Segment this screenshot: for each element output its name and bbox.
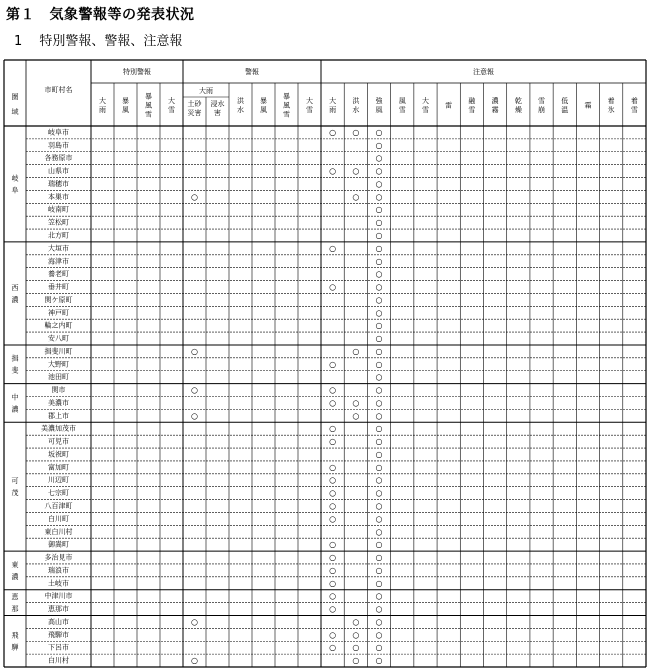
region-label: 西濃: [11, 283, 19, 304]
col-header-23: 着雪: [630, 96, 638, 114]
col-header-0: 大雨: [99, 96, 106, 114]
col-header-11: 洪水: [352, 96, 360, 114]
issued-mark: ○: [375, 643, 383, 653]
col-header-22: 着氷: [607, 96, 615, 114]
issued-mark: ○: [375, 578, 383, 588]
city-name: 東白川村: [44, 527, 73, 536]
region-label: 飛騨: [11, 631, 19, 652]
issued-mark: ○: [375, 359, 383, 369]
city-name: 美濃加茂市: [41, 424, 76, 433]
city-name: 御嵩町: [48, 540, 69, 549]
issued-mark: ○: [375, 591, 383, 601]
city-name: 関市: [51, 386, 66, 395]
issued-mark: ○: [329, 398, 337, 408]
section-subheading: 1 特別警報、警報、注意報: [14, 34, 183, 49]
city-name: 池田町: [48, 373, 69, 382]
issued-mark: ○: [375, 617, 383, 627]
col-header-13: 風雪: [398, 96, 406, 114]
city-name: 山県市: [48, 167, 69, 176]
city-name: 海津市: [48, 257, 69, 266]
issued-mark: ○: [329, 127, 337, 137]
region-label: 中濃: [11, 393, 19, 414]
issued-mark: ○: [375, 230, 383, 240]
issued-mark: ○: [329, 514, 337, 524]
city-name: 関ケ原町: [44, 295, 73, 304]
issued-mark: ○: [375, 334, 383, 344]
issued-mark: ○: [352, 192, 360, 202]
city-name: 多治見市: [44, 553, 73, 562]
issued-mark: ○: [375, 321, 383, 331]
issued-mark: ○: [191, 385, 198, 395]
issued-mark: ○: [375, 449, 383, 459]
city-name: 七宗町: [48, 489, 69, 498]
issued-mark: ○: [375, 256, 383, 266]
col-header-16: 融雪: [468, 96, 476, 114]
city-name: 羽島市: [48, 141, 69, 150]
issued-mark: ○: [352, 398, 360, 408]
city-name: 瑞浪市: [48, 566, 69, 575]
issued-mark: ○: [329, 359, 337, 369]
city-name: 大垣市: [48, 244, 69, 253]
issued-mark: ○: [329, 604, 337, 614]
col-header-19: 雪崩: [538, 96, 546, 114]
issued-mark: ○: [329, 282, 337, 292]
group-header-warning: 警報: [245, 68, 259, 76]
issued-mark: ○: [329, 591, 337, 601]
col-header-9: 大雪: [306, 96, 313, 114]
city-header: 市町村名: [44, 86, 73, 94]
city-name: 八百津町: [44, 501, 73, 510]
city-name: 本巣市: [48, 192, 69, 201]
col-header-15: 雷: [445, 101, 453, 110]
city-name: 各務原市: [44, 154, 73, 163]
issued-mark: ○: [329, 488, 337, 498]
issued-mark: ○: [375, 346, 383, 356]
region-label: 東濃: [11, 560, 19, 581]
city-name: 安八町: [48, 334, 69, 343]
city-name: 大野町: [48, 360, 69, 369]
issued-mark: ○: [329, 553, 337, 563]
issued-mark: ○: [191, 192, 198, 202]
col-header-7: 暴風: [260, 96, 267, 114]
issued-mark: ○: [375, 630, 383, 640]
group-header-advisory: 注意報: [473, 68, 494, 76]
issued-mark: ○: [375, 140, 383, 150]
issued-mark: ○: [375, 269, 383, 279]
city-name: 岐南町: [48, 205, 69, 214]
issued-mark: ○: [352, 630, 360, 640]
city-name: 恵那市: [48, 605, 69, 614]
issued-mark: ○: [352, 127, 360, 137]
city-name: 瑞穂市: [48, 179, 69, 188]
col-header-6: 洪水: [237, 96, 244, 114]
issued-mark: ○: [375, 385, 383, 395]
issued-mark: ○: [375, 540, 383, 550]
issued-mark: ○: [329, 243, 337, 253]
issued-mark: ○: [375, 553, 383, 563]
issued-mark: ○: [375, 282, 383, 292]
issued-mark: ○: [375, 218, 383, 228]
city-name: 富加町: [48, 463, 69, 472]
city-name: 垂井町: [48, 283, 69, 292]
issued-mark: ○: [375, 604, 383, 614]
issued-mark: ○: [375, 398, 383, 408]
issued-mark: ○: [375, 656, 383, 666]
issued-mark: ○: [329, 540, 337, 550]
issued-mark: ○: [375, 243, 383, 253]
issued-mark: ○: [375, 462, 383, 472]
city-name: 川辺町: [48, 476, 69, 485]
issued-mark: ○: [352, 656, 360, 666]
issued-mark: ○: [352, 643, 360, 653]
issued-mark: ○: [375, 127, 383, 137]
city-name: 高山市: [48, 617, 69, 626]
city-name: 神戸町: [48, 308, 69, 317]
city-name: 岐阜市: [48, 128, 69, 137]
city-name: 飛騨市: [48, 630, 69, 639]
issued-mark: ○: [375, 514, 383, 524]
issued-mark: ○: [329, 437, 337, 447]
col-header-4: 土砂災害: [187, 99, 202, 117]
issued-mark: ○: [375, 179, 383, 189]
issued-mark: ○: [329, 475, 337, 485]
region-label: 可茂: [11, 477, 19, 498]
col-header-21: 霜: [584, 101, 592, 110]
issued-mark: ○: [191, 617, 198, 627]
issued-mark: ○: [375, 488, 383, 498]
issued-mark: ○: [352, 346, 360, 356]
col-header-18: 乾燥: [514, 96, 522, 114]
region-label: 恵那: [11, 593, 19, 614]
issued-mark: ○: [375, 424, 383, 434]
region-label: 岐阜: [11, 174, 19, 195]
issued-mark: ○: [329, 166, 337, 176]
issued-mark: ○: [329, 578, 337, 588]
area-header: 圏域: [11, 92, 19, 116]
col-header-14: 大雪: [421, 96, 429, 114]
section-heading: 第１ 気象警報等の発表状況: [6, 7, 195, 23]
issued-mark: ○: [352, 166, 360, 176]
issued-mark: ○: [191, 346, 198, 356]
city-name: 坂祝町: [48, 450, 69, 459]
col-header-5: 浸水害: [210, 99, 225, 117]
city-name: 養老町: [48, 270, 69, 279]
issued-mark: ○: [191, 656, 198, 666]
issued-mark: ○: [375, 295, 383, 305]
issued-mark: ○: [375, 437, 383, 447]
city-name: 白川村: [48, 656, 69, 665]
issued-mark: ○: [191, 411, 198, 421]
issued-mark: ○: [352, 411, 360, 421]
issued-mark: ○: [329, 643, 337, 653]
city-name: 白川町: [48, 514, 69, 523]
issued-mark: ○: [329, 424, 337, 434]
issued-mark: ○: [375, 501, 383, 511]
issued-mark: ○: [375, 205, 383, 215]
issued-mark: ○: [375, 372, 383, 382]
region-label: 揖斐: [11, 354, 19, 375]
col-header-8: 暴風雪: [283, 92, 290, 119]
city-name: 北方町: [48, 231, 69, 240]
issued-mark: ○: [352, 617, 360, 627]
issued-mark: ○: [329, 565, 337, 575]
issued-mark: ○: [375, 153, 383, 163]
issued-mark: ○: [375, 166, 383, 176]
issued-mark: ○: [329, 501, 337, 511]
city-name: 下呂市: [48, 643, 69, 652]
col-header-12: 強風: [375, 96, 383, 114]
city-name: 美濃市: [48, 398, 69, 407]
city-name: 輪之内町: [44, 321, 73, 330]
city-name: 可児市: [48, 437, 69, 446]
issued-mark: ○: [375, 308, 383, 318]
city-name: 郡上市: [48, 411, 69, 420]
group-header-special-warning: 特別警報: [123, 68, 151, 76]
issued-mark: ○: [375, 411, 383, 421]
city-name: 揖斐川町: [44, 347, 73, 356]
city-name: 土岐市: [48, 579, 69, 588]
issued-mark: ○: [375, 527, 383, 537]
col-header-1: 暴風: [122, 96, 129, 114]
issued-mark: ○: [329, 462, 337, 472]
col-header-17: 濃霧: [491, 96, 499, 114]
issued-mark: ○: [375, 192, 383, 202]
city-name: 中津川市: [44, 592, 73, 601]
issued-mark: ○: [375, 475, 383, 485]
city-name: 笠松町: [48, 218, 69, 227]
col-header-3: 大雪: [168, 96, 175, 114]
issued-mark: ○: [329, 630, 337, 640]
col-header-10: 大雨: [329, 96, 337, 114]
col-header-2: 暴風雪: [145, 92, 152, 119]
issued-mark: ○: [375, 565, 383, 575]
col-header-20: 低温: [561, 96, 569, 114]
subgroup-header-heavy-rain: 大雨: [199, 87, 213, 95]
issued-mark: ○: [329, 385, 337, 395]
